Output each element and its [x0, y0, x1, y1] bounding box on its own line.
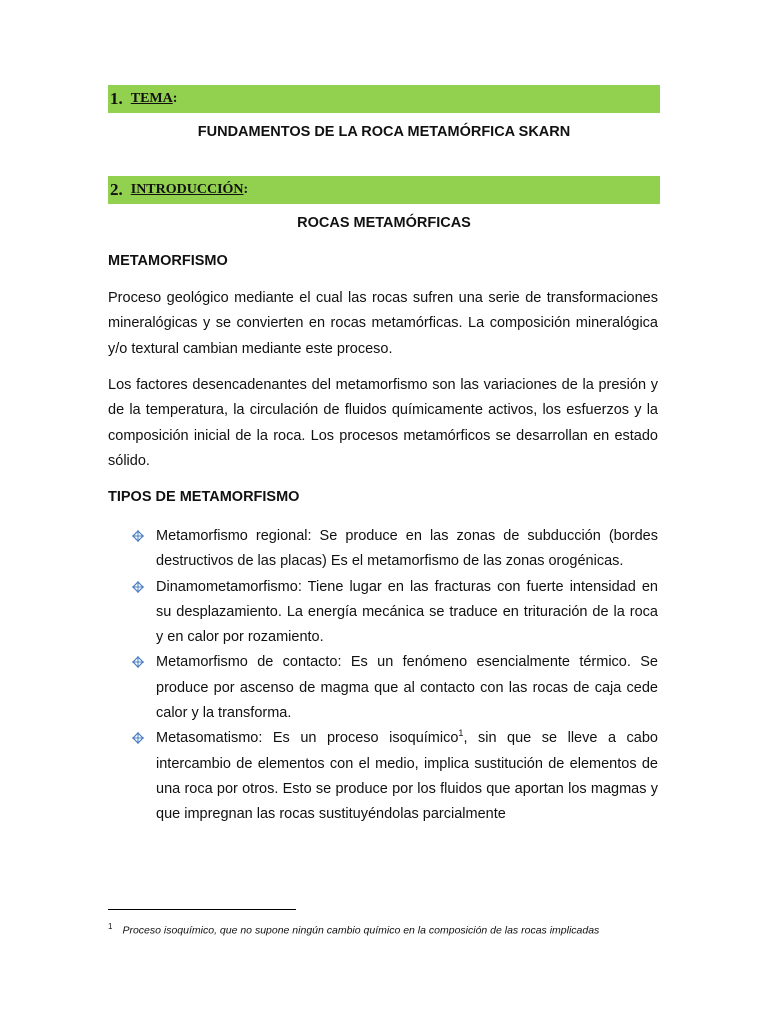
- crosshair-diamond-icon: [132, 732, 144, 744]
- list-item-text-before: Metasomatismo: Es un proceso isoquímico: [156, 730, 459, 747]
- intro-title: ROCAS METAMÓRFICAS: [297, 215, 471, 231]
- section-colon: :: [243, 182, 249, 197]
- footnote: [108, 922, 599, 937]
- list-item: [132, 524, 658, 575]
- tipos-heading: TIPOS DE METAMORFISMO: [108, 489, 300, 505]
- section-number: 2.: [110, 180, 123, 199]
- crosshair-diamond-icon: [132, 656, 144, 668]
- list-item: [132, 575, 658, 651]
- section-number: 1.: [110, 89, 123, 108]
- list-item-text-after: , sin que se lleve a cabo intercambio de elementos con el medio, implica sustitución de elementos de una roca por otros. Esto se produce por los fluidos que aportan los magmas y que impregnan las rocas sustituyéndolas parcialmente: [156, 730, 658, 823]
- section-header-introduccion: [108, 176, 660, 204]
- metamorfismo-paragraph-2: Los factores desencadenantes del metamorfismo son las variaciones de la presión y de la temperatura, la circulación de fluidos químicamente activos, los esfuerzos y la composición inicial de la roca. Los procesos metamórficos se desarrollan en estado sólido.: [108, 377, 658, 469]
- footnote-reference[interactable]: 1: [458, 728, 464, 739]
- list-item-text: Dinamometamorfismo: Tiene lugar en las fracturas con fuerte intensidad en su desplazamiento. La energía mecánica se traduce en trituración de la roca y en calor por rozamiento.: [156, 578, 658, 646]
- topic-title: FUNDAMENTOS DE LA ROCA METAMÓRFICA SKARN: [197, 124, 571, 140]
- list-item-text: Metamorfismo de contacto: Es un fenómeno esencialmente térmico. Se produce por ascenso de magma que al contacto con las rocas de caja cede calor y la transforma.: [156, 654, 658, 722]
- metamorfismo-heading: METAMORFISMO: [108, 253, 228, 269]
- section-label: INTRODUCCIÓN: [130, 182, 244, 197]
- list-item: [132, 726, 658, 827]
- section-label: TEMA: [130, 91, 173, 106]
- metamorfismo-paragraph-1: Proceso geológico mediante el cual las rocas sufren una serie de transformaciones mineralógicas y se convierten en rocas metamórficas. La composición mineralógica y/o textural cambian mediante este proceso.: [108, 290, 658, 357]
- section-header-tema: [108, 85, 660, 113]
- crosshair-diamond-icon: [132, 530, 144, 542]
- footnote-separator: [108, 909, 296, 910]
- crosshair-diamond-icon: [132, 581, 144, 593]
- section-colon: :: [172, 91, 178, 106]
- tipos-list: [132, 524, 658, 828]
- list-item-text: Metamorfismo regional: Se produce en las zonas de subducción (bordes destructivos de las placas) Es el metamorfismo de las zonas orogénicas.: [156, 528, 658, 570]
- footnote-mark: 1: [108, 922, 113, 931]
- footnote-text: Proceso isoquímico, que no supone ningún cambio químico en la composición de las rocas implicadas: [122, 924, 600, 937]
- list-item: [132, 650, 658, 726]
